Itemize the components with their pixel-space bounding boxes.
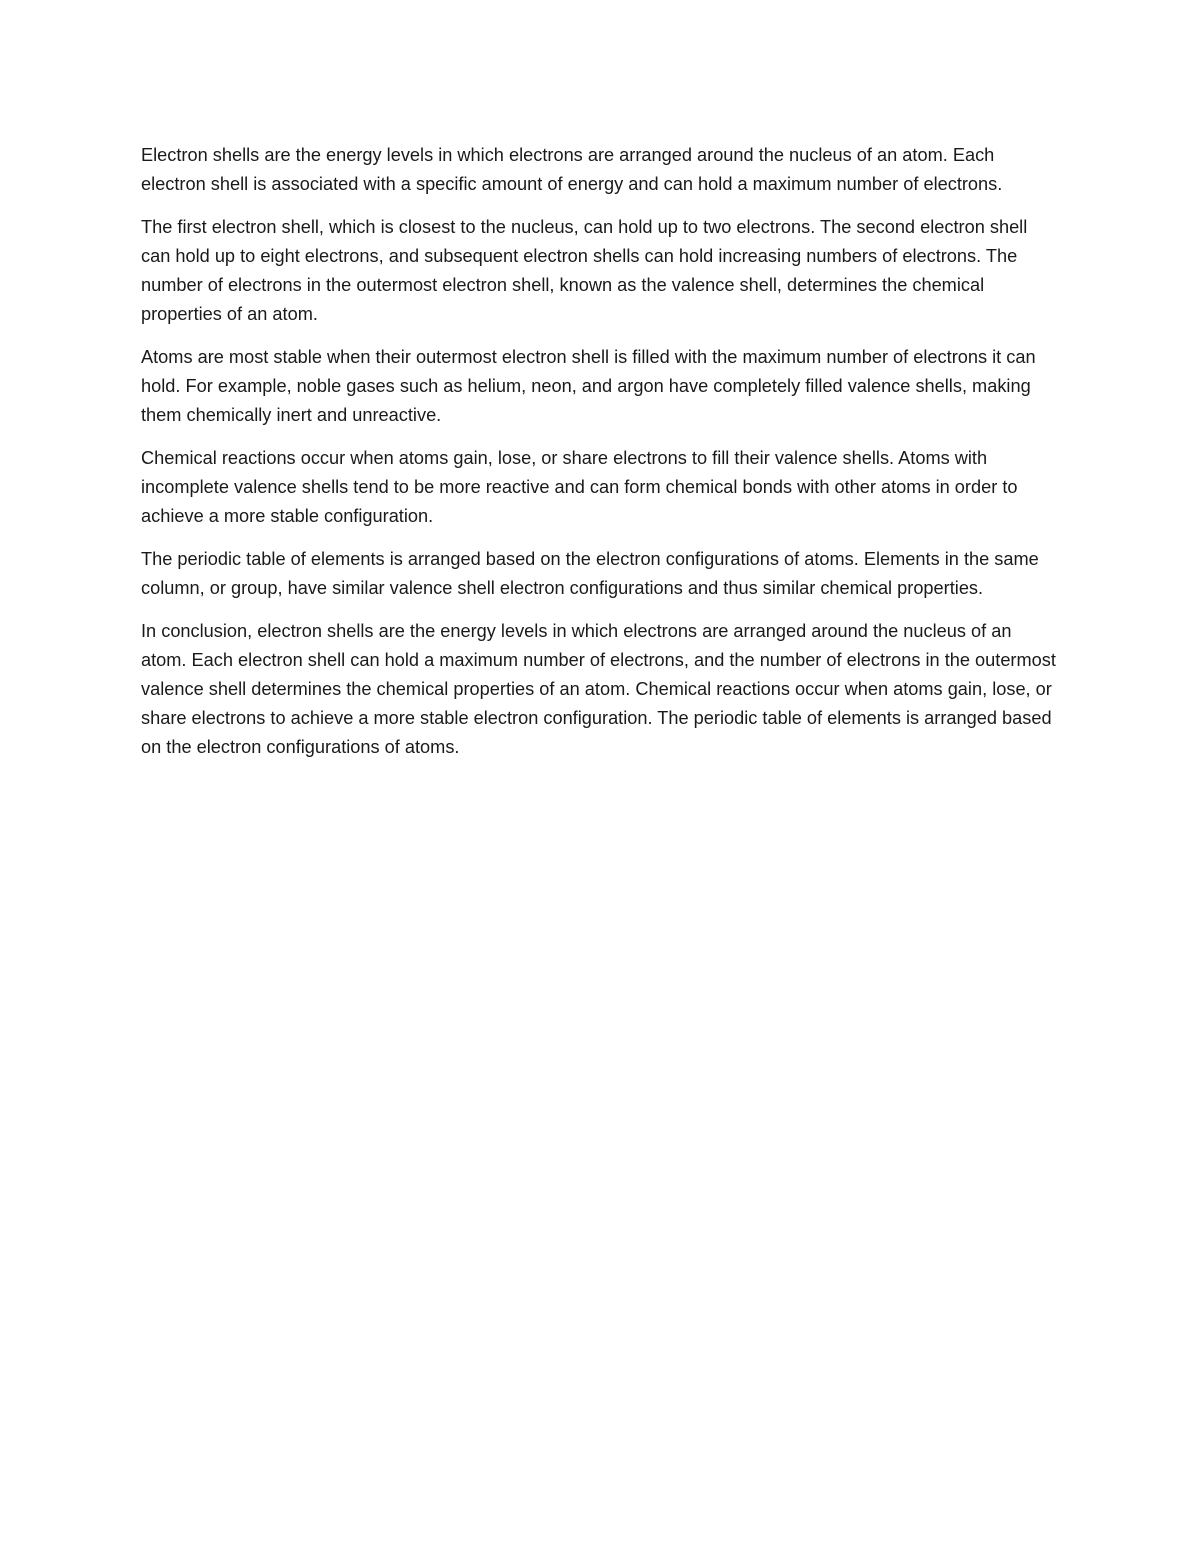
paragraph-4: Chemical reactions occur when atoms gain, lose, or share electrons to fill their valence shells. Atoms with incomplete valence shells tend to be more reactive and can form chemical bonds with other atoms in order to achieve a more stable configuration. <box>141 448 1018 526</box>
paragraph-2: The first electron shell, which is closest to the nucleus, can hold up to two electrons. The second electron shell can hold up to eight electrons, and subsequent electron shells can hold increasing numbers of electrons. The number of electrons in the outermost electron shell, known as the valence shell, determines the chemical properties of an atom. <box>141 217 1028 324</box>
paragraph-1: Electron shells are the energy levels in which electrons are arranged around the nucleus of an atom. Each electron shell is associated with a specific amount of energy and can hold a maximum number of electrons. <box>141 145 1003 194</box>
paragraph-3: Atoms are most stable when their outermost electron shell is filled with the maximum number of electrons it can hold. For example, noble gases such as helium, neon, and argon have completely filled valence shells, making them chemically inert and unreactive. <box>141 347 1036 425</box>
paragraph-5: The periodic table of elements is arranged based on the electron configurations of atoms. Elements in the same column, or group, have similar valence shell electron configurations and thus similar chemical properties. <box>141 549 1039 598</box>
document-body <box>141 141 1061 776</box>
paragraph-6: In conclusion, electron shells are the energy levels in which electrons are arranged around the nucleus of an atom. Each electron shell can hold a maximum number of electrons, and the number of electrons in the outermost valence shell determines the chemical properties of an atom. Chemical reactions occur when atoms gain, lose, or share electrons to achieve a more stable electron configuration. The periodic table of elements is arranged based on the electron configurations of atoms. <box>141 621 1056 757</box>
